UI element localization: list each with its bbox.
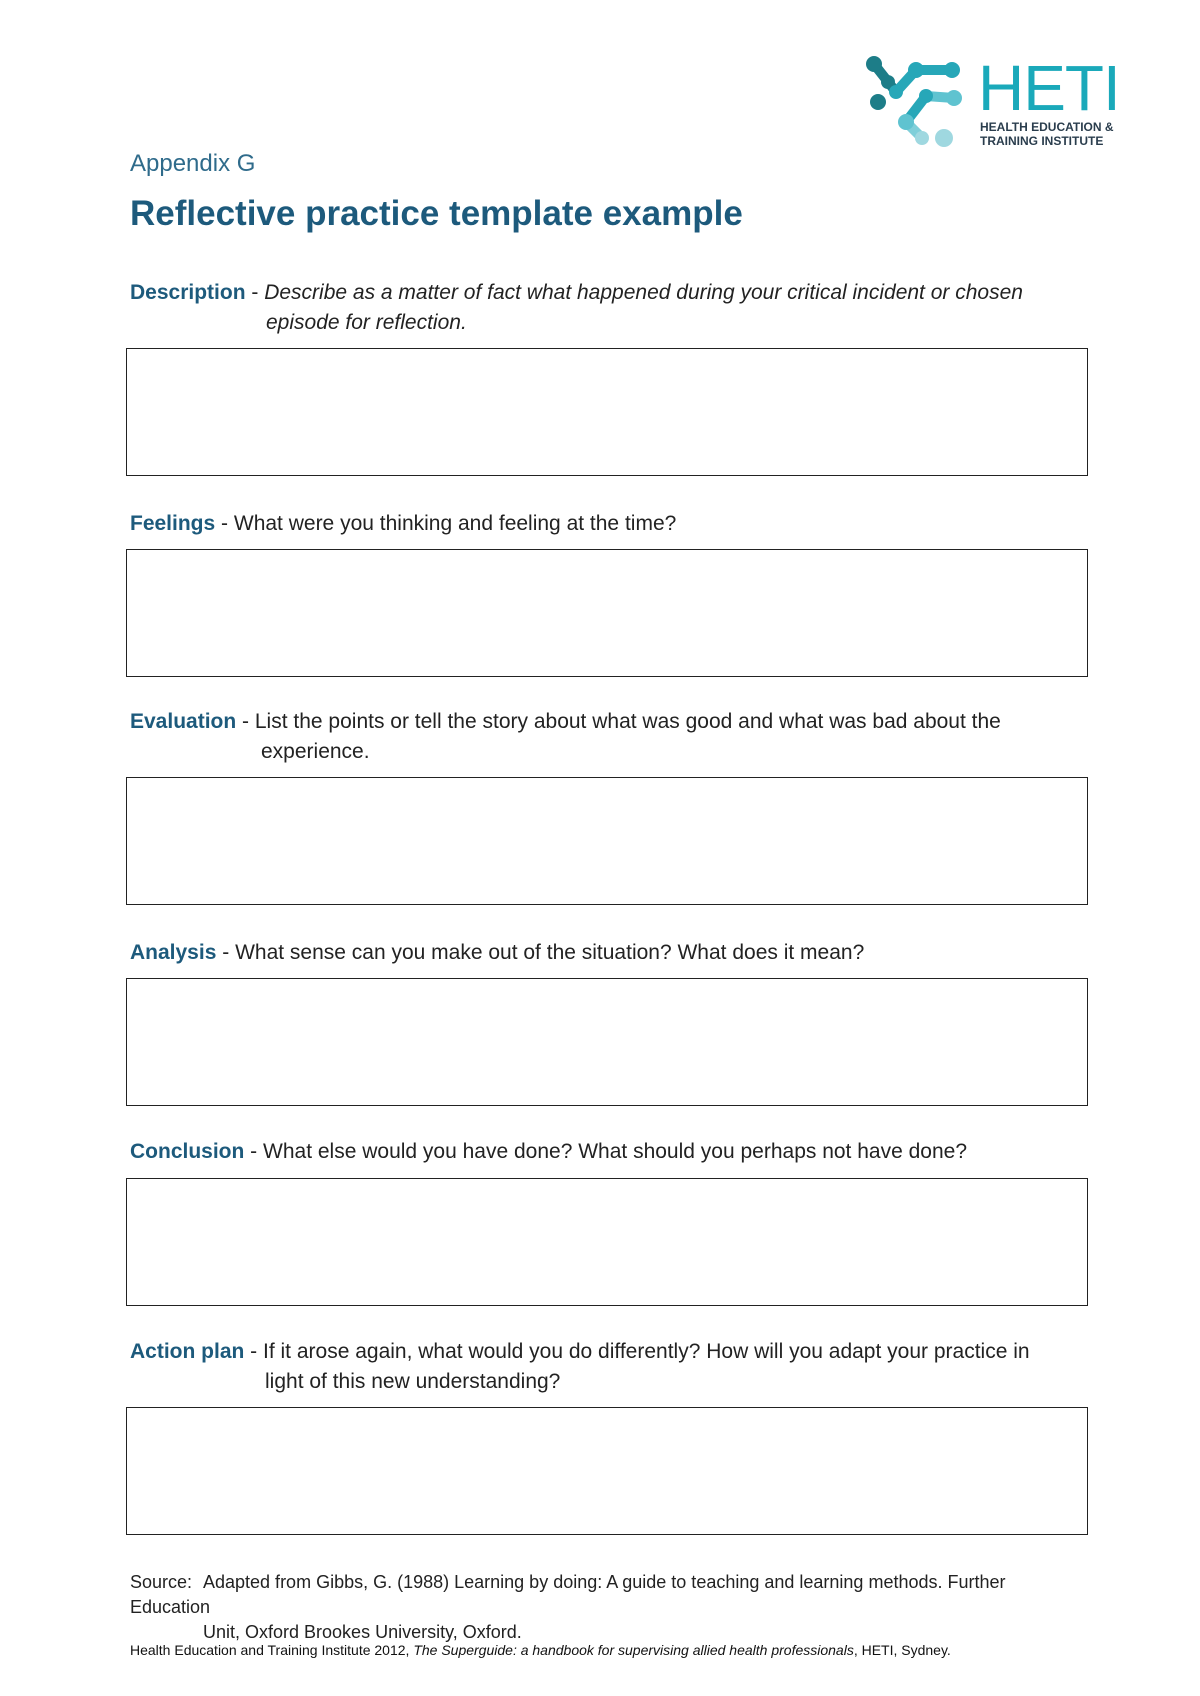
section-analysis [130, 938, 1090, 968]
section-label: Action plan [130, 1340, 245, 1363]
description-answer-box[interactable] [126, 348, 1088, 476]
section-conclusion [130, 1137, 1090, 1167]
section-description [130, 278, 1090, 338]
section-feelings [130, 509, 1090, 539]
source-text: Adapted from Gibbs, G. (1988) Learning by doing: A guide to teaching and learning methods. Further Education [130, 1572, 1006, 1617]
footer-title: The Superguide: a handbook for supervising allied health professionals [413, 1642, 854, 1658]
feelings-answer-box[interactable] [126, 549, 1088, 677]
heti-molecule-icon [864, 52, 974, 152]
description-prompt: Description - Describe as a matter of fact what happened during your critical incident or chosen episode for reflection. [130, 278, 1090, 338]
section-evaluation [130, 707, 1090, 767]
page-title: Reflective practice template example [130, 194, 743, 233]
section-label: Feelings [130, 512, 216, 535]
logo-subtitle-line1: HEALTH EDUCATION & [980, 120, 1114, 134]
conclusion-prompt: Conclusion - What else would you have done? What should you perhaps not have done? [130, 1140, 967, 1163]
section-description-text: List the points or tell the story about what was good and what was bad about the [254, 710, 1001, 733]
conclusion-answer-box[interactable] [126, 1178, 1088, 1306]
feelings-prompt: Feelings - What were you thinking and feeling at the time? [130, 512, 677, 535]
source-text-cont: Unit, Oxford Brookes University, Oxford. [203, 1622, 522, 1642]
source-citation [130, 1570, 1090, 1645]
section-description-text: If it arose again, what would you do differently? How will you adapt your practice in [263, 1340, 1030, 1363]
action-plan-prompt: Action plan - If it arose again, what would you do differently? How will you adapt your practice in light of this new understanding? [130, 1337, 1090, 1397]
section-label: Conclusion [130, 1140, 245, 1163]
section-description-text-cont: light of this new understanding? [265, 1370, 561, 1393]
analysis-answer-box[interactable] [126, 978, 1088, 1106]
section-description-text: What were you thinking and feeling at the time? [233, 512, 677, 535]
logo-wordmark: HETI [978, 52, 1120, 124]
footer-citation [130, 1642, 951, 1658]
section-label: Analysis [130, 941, 217, 964]
section-description-text-cont: episode for reflection. [266, 311, 467, 334]
section-description-text: What sense can you make out of the situation? What does it mean? [235, 941, 865, 964]
section-label: Evaluation [130, 710, 237, 733]
section-description-text: Describe as a matter of fact what happened during your critical incident or chosen [264, 281, 1023, 304]
section-description-text: What else would you have done? What should you perhaps not have done? [263, 1140, 967, 1163]
heti-logo [864, 52, 1124, 152]
appendix-label: Appendix G [130, 150, 256, 177]
analysis-prompt: Analysis - What sense can you make out of the situation? What does it mean? [130, 941, 865, 964]
source-tag: Source: [130, 1572, 193, 1592]
footer-prefix: Health Education and Training Institute 2012, [130, 1642, 414, 1658]
section-action-plan [130, 1337, 1090, 1397]
logo-subtitle-line2: TRAINING INSTITUTE [980, 134, 1104, 148]
section-label: Description [130, 281, 246, 304]
section-description-text-cont: experience. [261, 740, 370, 763]
evaluation-answer-box[interactable] [126, 777, 1088, 905]
action-plan-answer-box[interactable] [126, 1407, 1088, 1535]
logo-subtitle [980, 120, 1140, 148]
evaluation-prompt: Evaluation - List the points or tell the story about what was good and what was bad about the experience. [130, 707, 1090, 767]
footer-suffix: , HETI, Sydney. [853, 1642, 951, 1658]
